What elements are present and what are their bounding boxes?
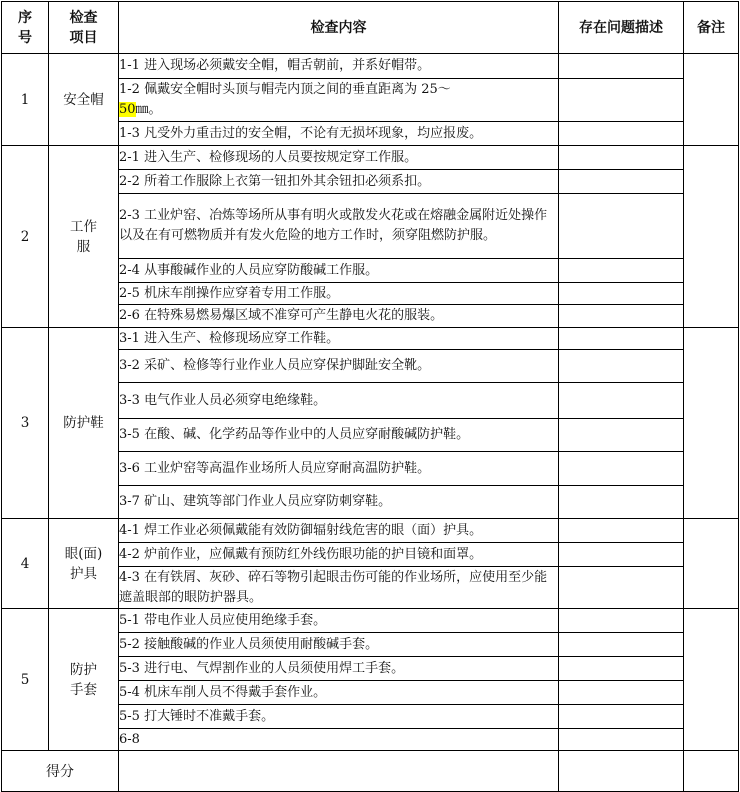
check-item: 5-2 接触酸碱的作业人员须使用耐酸碱手套。 <box>119 633 559 657</box>
check-item: 5-5 打大锤时不准戴手套。 <box>119 705 559 729</box>
remark-cell[interactable] <box>684 146 739 328</box>
problem-cell[interactable] <box>559 486 684 519</box>
check-item-tail: ㎜。 <box>135 102 162 117</box>
group-number: 4 <box>2 519 49 609</box>
remark-cell[interactable] <box>684 519 739 609</box>
score-content-cell[interactable] <box>119 751 559 792</box>
score-row <box>2 751 739 792</box>
group-name <box>49 609 119 751</box>
check-item: 5-4 机床车削人员不得戴手套作业。 <box>119 681 559 705</box>
group-name-text: 眼(面) 护具 <box>64 545 103 582</box>
check-item-text: 1-2 佩戴安全帽时头顶与帽壳内顶之间的垂直距离为 25～ <box>119 82 451 97</box>
problem-cell[interactable] <box>559 328 684 350</box>
header-seq-text: 序 号 <box>18 9 32 46</box>
check-item: 4-2 炉前作业，应佩戴有预防红外线伤眼功能的护目镜和面罩。 <box>119 543 559 567</box>
header-remark: 备注 <box>684 2 739 54</box>
header-content: 检查内容 <box>119 2 559 54</box>
header-problem: 存在问题描述 <box>559 2 684 54</box>
group-name <box>49 146 119 328</box>
group-name-text: 工作 服 <box>70 218 97 255</box>
check-item: 4-3 在有铁屑、灰砂、碎石等物引起眼击伤可能的作业场所，应使用至少能遮盖眼部的眼防护器具。 <box>119 567 559 609</box>
remark-cell[interactable] <box>684 609 739 751</box>
header-row <box>2 2 739 54</box>
score-remark-cell[interactable] <box>684 751 739 792</box>
problem-cell[interactable] <box>559 283 684 305</box>
group-name: 防护鞋 <box>49 328 119 519</box>
group-number: 5 <box>2 609 49 751</box>
problem-cell[interactable] <box>559 122 684 146</box>
check-item: 2-1 进入生产、检修现场的人员要按规定穿工作服。 <box>119 146 559 170</box>
problem-cell[interactable] <box>559 729 684 751</box>
table-row <box>2 609 739 633</box>
problem-cell[interactable] <box>559 657 684 681</box>
problem-cell[interactable] <box>559 567 684 609</box>
check-item: 3-2 采矿、检修等行业作业人员应穿保护脚趾安全靴。 <box>119 350 559 383</box>
problem-cell[interactable] <box>559 194 684 259</box>
check-item: 5-1 带电作业人员应使用绝缘手套。 <box>119 609 559 633</box>
problem-cell[interactable] <box>559 350 684 383</box>
check-item: 4-1 焊工作业必须佩戴能有效防御辐射线危害的眼（面）护具。 <box>119 519 559 543</box>
inspection-table <box>1 1 739 792</box>
problem-cell[interactable] <box>559 146 684 170</box>
check-item: 2-5 机床车削操作应穿着专用工作服。 <box>119 283 559 305</box>
group-number: 1 <box>2 54 49 146</box>
score-problem-cell[interactable] <box>559 751 684 792</box>
remark-cell[interactable] <box>684 328 739 519</box>
check-item: 3-6 工业炉窑等高温作业场所人员应穿耐高温防护鞋。 <box>119 452 559 486</box>
header-category <box>49 2 119 54</box>
problem-cell[interactable] <box>559 705 684 729</box>
problem-cell[interactable] <box>559 609 684 633</box>
group-name-text: 防护 手套 <box>70 661 97 698</box>
check-item: 3-5 在酸、碱、化学药品等作业中的人员应穿耐酸碱防护鞋。 <box>119 419 559 452</box>
table-row <box>2 519 739 543</box>
table-row <box>2 54 739 79</box>
problem-cell[interactable] <box>559 419 684 452</box>
table-row <box>2 146 739 170</box>
problem-cell[interactable] <box>559 170 684 194</box>
problem-cell[interactable] <box>559 79 684 122</box>
check-item: 1-3 凡受外力重击过的安全帽，不论有无损坏现象，均应报废。 <box>119 122 559 146</box>
check-item: 2-3 工业炉窑、冶炼等场所从事有明火或散发火花或在熔融金属附近处操作以及在有可燃物质并有发火危险的地方工作时，须穿阻燃防护服。 <box>119 194 559 259</box>
check-item: 6-8 <box>119 729 559 751</box>
check-item: 1-1 进入现场必须戴安全帽，帽舌朝前，并系好帽带。 <box>119 54 559 79</box>
group-name: 安全帽 <box>49 54 119 146</box>
header-seq <box>2 2 49 54</box>
check-item: 3-1 进入生产、检修现场应穿工作鞋。 <box>119 328 559 350</box>
group-number: 2 <box>2 146 49 328</box>
check-item: 3-7 矿山、建筑等部门作业人员应穿防刺穿鞋。 <box>119 486 559 519</box>
problem-cell[interactable] <box>559 305 684 328</box>
score-label: 得分 <box>2 751 119 792</box>
remark-cell[interactable] <box>684 54 739 146</box>
check-item: 2-2 所着工作服除上衣第一钮扣外其余钮扣必须系扣。 <box>119 170 559 194</box>
problem-cell[interactable] <box>559 681 684 705</box>
problem-cell[interactable] <box>559 543 684 567</box>
problem-cell[interactable] <box>559 259 684 283</box>
table-row <box>2 328 739 350</box>
check-item <box>119 79 559 122</box>
group-name <box>49 519 119 609</box>
header-category-text: 检查 项目 <box>69 9 98 46</box>
problem-cell[interactable] <box>559 383 684 419</box>
problem-cell[interactable] <box>559 452 684 486</box>
check-item: 5-3 进行电、气焊割作业的人员须使用焊工手套。 <box>119 657 559 681</box>
highlighted-value: 50 <box>119 102 136 117</box>
problem-cell[interactable] <box>559 519 684 543</box>
problem-cell[interactable] <box>559 54 684 79</box>
check-item: 2-6 在特殊易燃易爆区域不准穿可产生静电火花的服装。 <box>119 305 559 328</box>
check-item: 3-3 电气作业人员必须穿电绝缘鞋。 <box>119 383 559 419</box>
problem-cell[interactable] <box>559 633 684 657</box>
check-item: 2-4 从事酸碱作业的人员应穿防酸碱工作服。 <box>119 259 559 283</box>
group-number: 3 <box>2 328 49 519</box>
